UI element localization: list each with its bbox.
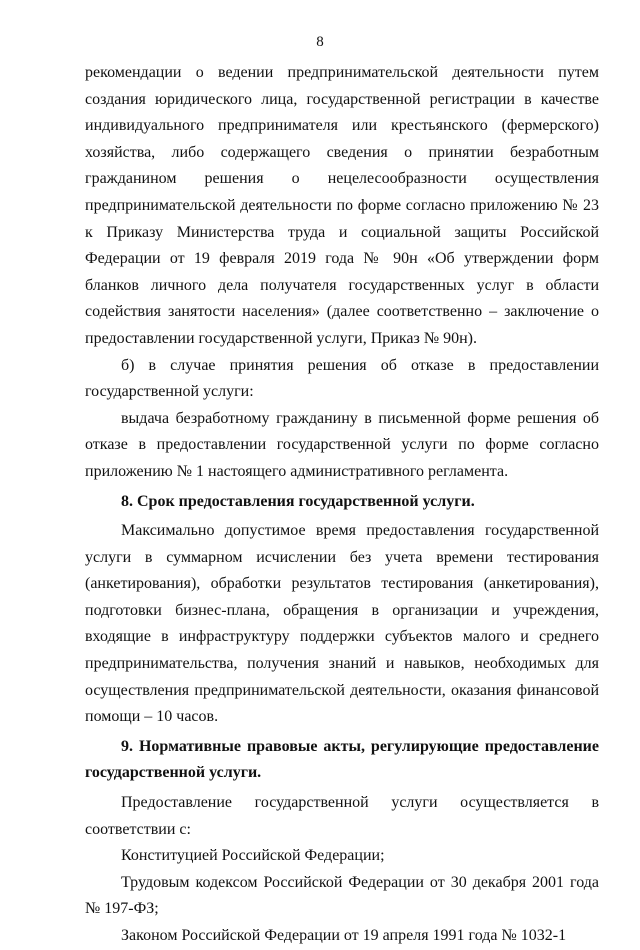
section-heading-8: 8. Срок предоставления государственной услуги. bbox=[121, 492, 475, 510]
paragraph-recommendations: рекомендации о ведении предпринимательской деятельности путем создания юридического лица, государственной регистрации в качестве индивидуального предпринимателя или крестьянского (фермерского) хозяйства, либо содержащего сведения о принятии безработным гражданином решения о нецелесообразности осуществления предпринимательской деятельности по форме согласно приложению № 23 к Приказу Министерства труда и социальной защиты Российской Федерации от 19 февраля 2019 года № 90н «Об утверждении форм бланков личного дела получателя государственных услуг в области содействия занятости населения» (далее соответственно – заключение о предоставлении государственной услуги, Приказ № 90н). bbox=[85, 64, 599, 347]
page-number: 8 bbox=[316, 34, 324, 50]
paragraph-constitution: Конституцией Российской Федерации; bbox=[121, 847, 385, 865]
paragraph-provision-basis: Предоставление государственной услуги осуществляется в соответствии с: bbox=[85, 794, 599, 838]
paragraph-labor-code: Трудовым кодексом Российской Федерации от 30 декабря 2001 года № 197-ФЗ; bbox=[85, 873, 599, 918]
paragraph-refusal-case: б) в случае принятия решения об отказе в предоставлении государственной услуги: bbox=[85, 356, 599, 401]
paragraph-refusal-issuance: выдача безработному гражданину в письменной форме решения об отказе в предоставлении государственной услуги по форме согласно приложению № 1 настоящего административного регламента. bbox=[85, 409, 599, 480]
section-heading-9: 9. Нормативные правовые акты, регулирующие предоставление государственной услуги. bbox=[85, 737, 599, 782]
paragraph-max-time: Максимально допустимое время предоставления государственной услуги в суммарном исчислении без учета времени тестирования (анкетирования), обработки результатов тестирования (анкетирования), подготовки бизнес-плана, обращения в организации и учреждения, входящие в инфраструктуру поддержки субъектов малого и среднего предпринимательства, получения знаний и навыков, необходимых для осуществления предпринимательской деятельности, оказания финансовой помощи – 10 часов. bbox=[85, 522, 599, 726]
document-body bbox=[85, 60, 599, 950]
paragraph-law-1032-1: Законом Российской Федерации от 19 апреля 1991 года № 1032-1 bbox=[121, 927, 567, 944]
